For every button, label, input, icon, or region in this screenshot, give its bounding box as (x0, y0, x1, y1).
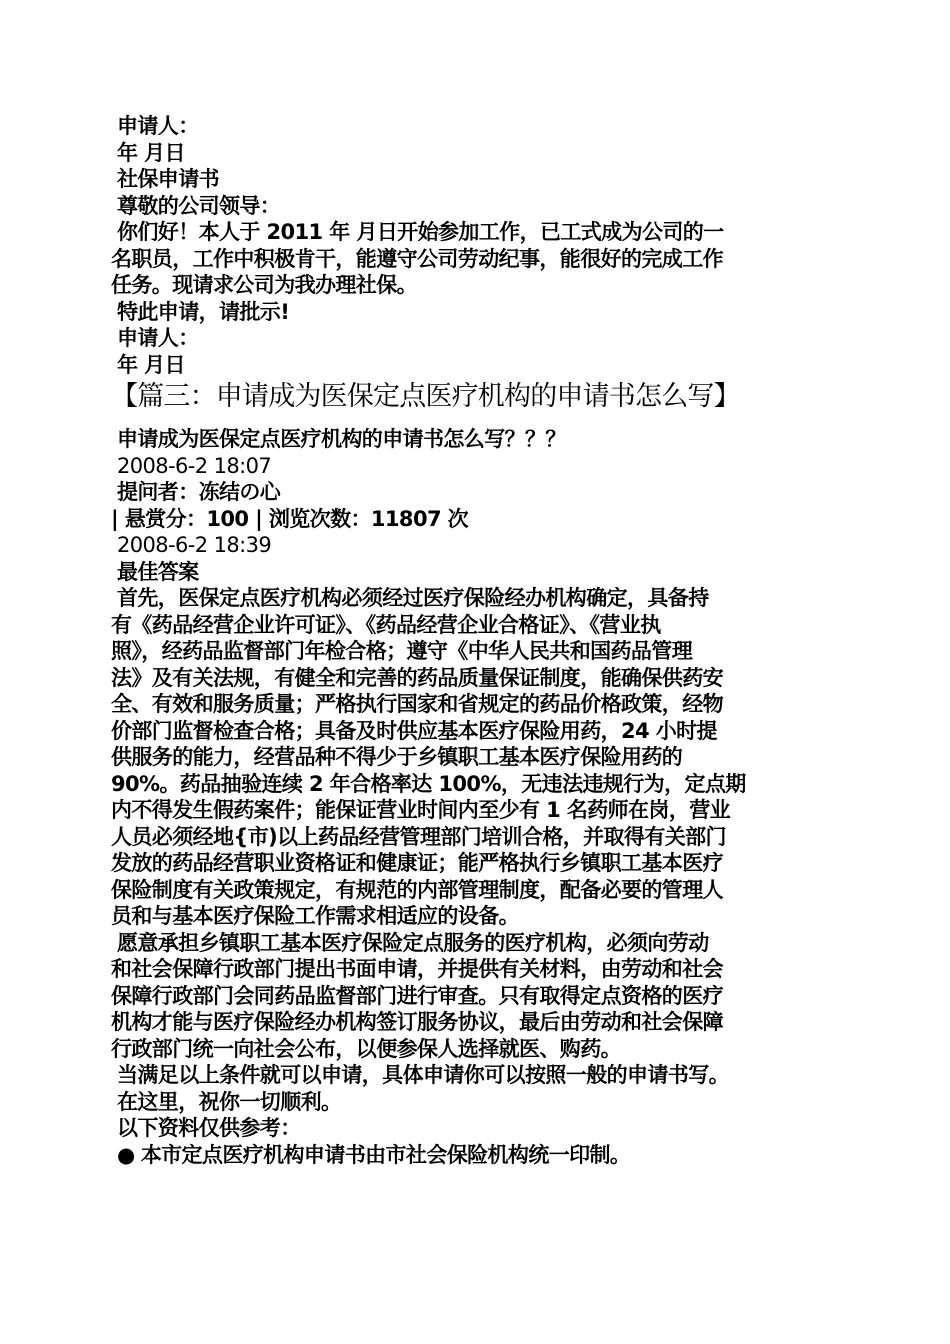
closing-line: 特此申请，请批示! (117, 299, 290, 324)
applicant-label: 申请人： (117, 326, 199, 350)
date-line: 年 月日 (117, 352, 185, 377)
answer-line: 在这里，祝你一切顺利。 (117, 1089, 342, 1114)
answer-line: 机构才能与医疗保险经办机构签订服务协议，最后由劳动和社会保障 (111, 1010, 723, 1034)
answer-line: 价部门监督检查合格；具备及时供应基本医疗保险用药，24 小时提 (111, 718, 717, 743)
body-line: 你们好！本人于 2011 年 月日开始参加工作，已工式成为公司的一 (117, 220, 724, 244)
asker-line: 提问者：冻结の心 (117, 480, 281, 504)
date-line: 年 月日 (117, 140, 185, 165)
stats-line: | 悬赏分：100 | 浏览次数：11807 次 (111, 506, 469, 531)
answer-line: 首先，医保定点医疗机构必须经过医疗保险经办机构确定，具备持 (117, 586, 709, 610)
answer-date: 2008-6-2 18:39 (117, 533, 272, 557)
answer-line: 员和与基本医疗保险工作需求相适应的设备。 (111, 904, 519, 928)
answer-line: 全、有效和服务质量；严格执行国家和省规定的药品价格政策，经物 (111, 692, 723, 716)
answer-line: 当满足以上条件就可以申请，具体申请你可以按照一般的申请书写。 (117, 1063, 729, 1087)
body-line: 名职员，工作中积极肯干，能遵守公司劳动纪事，能很好的完成工作 (111, 246, 723, 271)
answer-line: 内不得发生假药案件；能保证营业时间内至少有 1 名药师在岗，营业 (111, 798, 731, 822)
answer-paragraph-1 (111, 585, 837, 930)
bullet-list-item (117, 1142, 837, 1169)
answer-line: 供服务的能力，经营品种不得少于乡镇职工基本医疗保险用药的 (111, 745, 683, 769)
answer-line: 行政部门统一向社会公布，以便参保人选择就医、购药。 (111, 1036, 621, 1061)
answer-line: 发放的药品经营职业资格证和健康证；能严格执行乡镇职工基本医疗 (111, 851, 723, 875)
document-title: 社保申请书 (117, 167, 219, 191)
answer-line: 保障行政部门会同药品监督部门进行审查。只有取得定点资格的医疗 (111, 983, 723, 1008)
answer-line: 人员必须经地{市)以上药品经营管理部门培训合格，并取得有关部门 (111, 824, 726, 849)
answer-line: 照》，经药品监督部门年检合格；遵守《中华人民共和国药品管理 (111, 639, 693, 663)
section-heading: 【篇三：申请成为医保定点医疗机构的申请书怎么写】 (111, 381, 740, 412)
answer-line: 法》及有关法规，有健全和完善的药品质量保证制度，能确保供药安 (111, 665, 723, 690)
question-date: 2008-6-2 18:07 (117, 453, 272, 478)
question-title: 申请成为医保定点医疗机构的申请书怎么写？？？ (117, 427, 566, 451)
answer-line: 和社会保障行政部门提出书面申请，并提供有关材料，由劳动和社会 (111, 957, 723, 981)
bullet-icon: ● (117, 1142, 135, 1167)
body-line: 任务。现请求公司为我办理社保。 (111, 273, 417, 297)
answer-paragraph-2 (111, 930, 837, 1063)
reference-label: 以下资料仅供参考： (117, 1116, 301, 1140)
answer-line: 90%。药品抽验连续 2 年合格率达 100%，无违法违规行为，定点期 (111, 771, 746, 796)
answer-line: 愿意承担乡镇职工基本医疗保险定点服务的医疗机构，必须向劳动 (117, 930, 709, 955)
answer-line: 保险制度有关政策规定，有规范的内部管理制度，配备必要的管理人 (111, 877, 723, 902)
document-content (111, 113, 837, 1168)
bullet-item-text: 本市定点医疗机构申请书由市社会保险机构统一印制。 (140, 1142, 631, 1167)
best-answer-label: 最佳答案 (117, 559, 199, 584)
applicant-label: 申请人： (117, 114, 199, 138)
salutation: 尊敬的公司领导： (117, 193, 281, 218)
answer-line: 有《药品经营企业许可证》、《药品经营企业合格证》、《营业执 (111, 612, 661, 637)
